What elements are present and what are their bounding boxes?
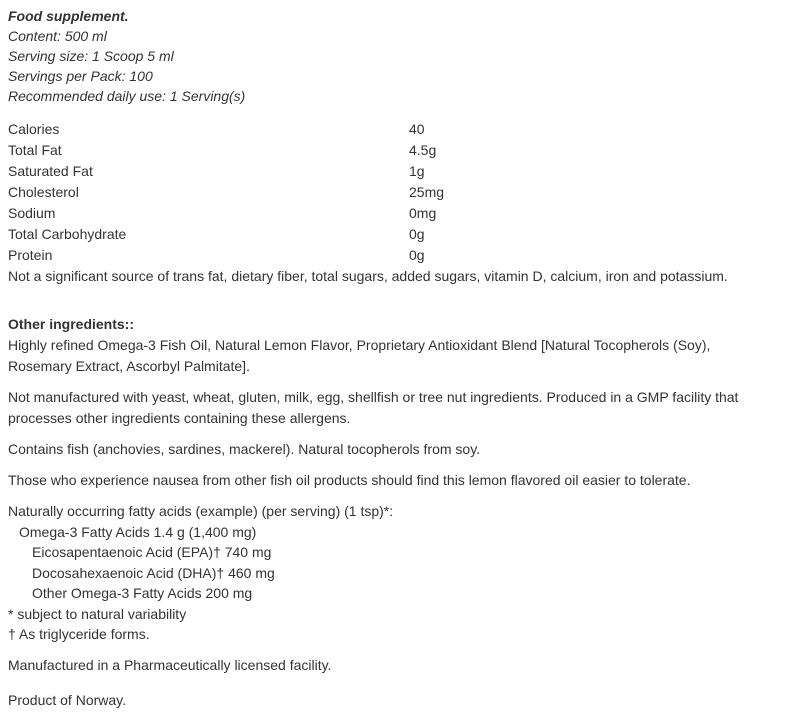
- table-row: [8, 182, 777, 203]
- list-item: Omega-3 Fatty Acids 1.4 g (1,400 mg): [19, 523, 257, 540]
- footnote-variability: * subject to natural variability: [8, 605, 187, 622]
- list-item: Docosahexaenoic Acid (DHA)† 460 mg: [32, 564, 275, 581]
- servings-per-pack-line: Servings per Pack: 100: [8, 68, 153, 84]
- nutrient-value: 0g: [409, 247, 425, 263]
- other-ingredients-heading: Other ingredients::: [8, 316, 135, 332]
- nutrient-value: 1g: [409, 163, 425, 179]
- nutrient-value: 25mg: [409, 184, 445, 200]
- content-line: Content: 500 ml: [8, 28, 107, 44]
- nutrient-value: 0mg: [409, 205, 437, 221]
- nausea-paragraph: Those who experience nausea from other fish oil products should find this lemon flavored oil easier to tolerate.: [8, 472, 691, 488]
- product-origin-line: Product of Norway.: [8, 691, 127, 708]
- fatty-acids-intro: Naturally occurring fatty acids (example) (per serving) (1 tsp)*:: [8, 503, 394, 519]
- nutrient-value: 40: [409, 121, 425, 137]
- nutrient-value: 0g: [409, 226, 425, 242]
- other-ingredients-body: Highly refined Omega-3 Fish Oil, Natural Lemon Flavor, Proprietary Antioxidant Blend [Natural Tocopherols (Soy), Rosemary Extract, Ascorbyl Palmitate].: [8, 337, 711, 374]
- nutrient-label: Total Fat: [8, 142, 62, 158]
- table-row: [8, 119, 777, 140]
- nutrient-label: Saturated Fat: [8, 163, 93, 179]
- table-row: [8, 203, 777, 224]
- nutrient-value: 4.5g: [409, 142, 437, 158]
- list-item: Eicosapentaenoic Acid (EPA)† 740 mg: [32, 544, 272, 560]
- nutrition-facts-table: [8, 119, 777, 287]
- allergen-paragraph: Not manufactured with yeast, wheat, gluten, milk, egg, shellfish or tree nut ingredients. Produced in a GMP facility that processes other ingredients containing these allergens.: [8, 389, 739, 426]
- table-row: [8, 245, 777, 266]
- nutrient-label: Protein: [8, 247, 53, 263]
- supplement-header: [8, 6, 777, 106]
- supplement-title: Food supplement.: [8, 8, 129, 24]
- serving-size-line: Serving size: 1 Scoop 5 ml: [8, 48, 174, 64]
- footnote-triglyceride: † As triglyceride forms.: [8, 626, 150, 642]
- table-row: [8, 140, 777, 161]
- fatty-acids-section: [8, 501, 777, 645]
- recommended-daily-use-line: Recommended daily use: 1 Serving(s): [8, 88, 246, 104]
- list-item: Other Omega-3 Fatty Acids 200 mg: [32, 585, 253, 601]
- nutrient-label: Total Carbohydrate: [8, 226, 127, 242]
- nutrient-label: Cholesterol: [8, 184, 79, 200]
- nutrition-disclaimer: Not a significant source of trans fat, dietary fiber, total sugars, added sugars, vitamin D, calcium, iron and potassium.: [8, 268, 728, 284]
- table-row: [8, 224, 777, 245]
- manufactured-line: Manufactured in a Pharmaceutically licensed facility.: [8, 656, 332, 673]
- table-row: [8, 161, 777, 182]
- nutrient-label: Calories: [8, 121, 60, 137]
- contains-paragraph: Contains fish (anchovies, sardines, mackerel). Natural tocopherols from soy.: [8, 441, 481, 457]
- nutrient-label: Sodium: [8, 205, 56, 221]
